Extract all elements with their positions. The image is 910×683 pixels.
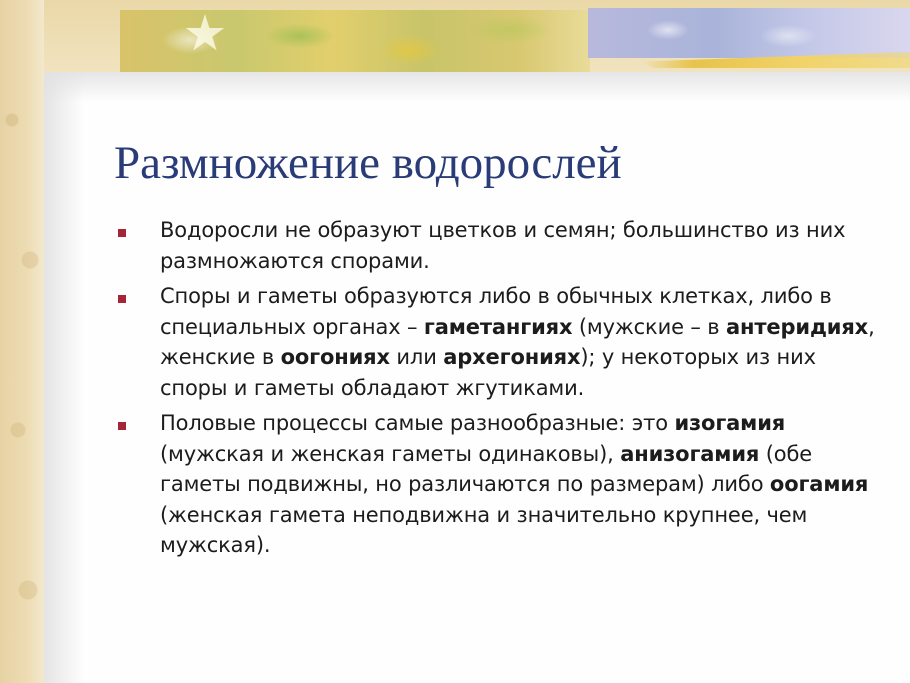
text-segment: (мужская и женская гаметы одинаковы),	[160, 441, 621, 466]
text-segment: (обе гаметы подвижны, но различаются по размерам) либо	[160, 441, 813, 496]
bold-term: архегониях	[443, 345, 581, 369]
bold-term: гаметангиях	[423, 314, 573, 339]
square-bullet-icon	[118, 229, 126, 237]
bold-term: оогамия	[769, 472, 869, 496]
bullet-text	[160, 281, 878, 403]
decorative-top-shadow	[44, 72, 910, 102]
text-segment: Споры и гаметы образуются либо в обычных клетках, либо в специальных органах –	[160, 284, 832, 339]
bullet-text	[160, 215, 878, 276]
decorative-left-shadow	[44, 72, 84, 683]
bullet-item	[118, 408, 878, 561]
text-segment: или	[389, 345, 444, 369]
decorative-left-strip	[0, 0, 44, 683]
slide-title: Размножение водорослей	[114, 137, 622, 189]
square-bullet-icon	[118, 295, 126, 303]
text-segment: (женская гамета неподвижна и значительно крупнее, чем мужская).	[160, 502, 808, 557]
decorative-blue-image	[588, 8, 910, 58]
bullet-text	[160, 408, 878, 561]
bold-term: оогониях	[280, 345, 390, 369]
square-bullet-icon	[118, 422, 126, 430]
bullet-item	[118, 215, 878, 276]
text-segment: ); у некоторых из них споры и гаметы обладают жгутиками.	[160, 345, 816, 400]
text-segment: Водоросли не образуют цветков и семян; большинство из них размножаются спорами.	[160, 218, 846, 273]
text-segment: Половые процессы самые разнообразные: это	[160, 411, 675, 435]
bold-term: антеридиях	[726, 314, 869, 339]
text-segment: , женские в	[160, 314, 875, 369]
bold-term: изогамия	[674, 411, 786, 435]
text-segment: (мужские – в	[572, 314, 727, 339]
bullet-item	[118, 281, 878, 403]
bullet-list	[118, 215, 878, 566]
bold-term: анизогамия	[620, 441, 760, 466]
decorative-leaf-image	[120, 10, 590, 72]
